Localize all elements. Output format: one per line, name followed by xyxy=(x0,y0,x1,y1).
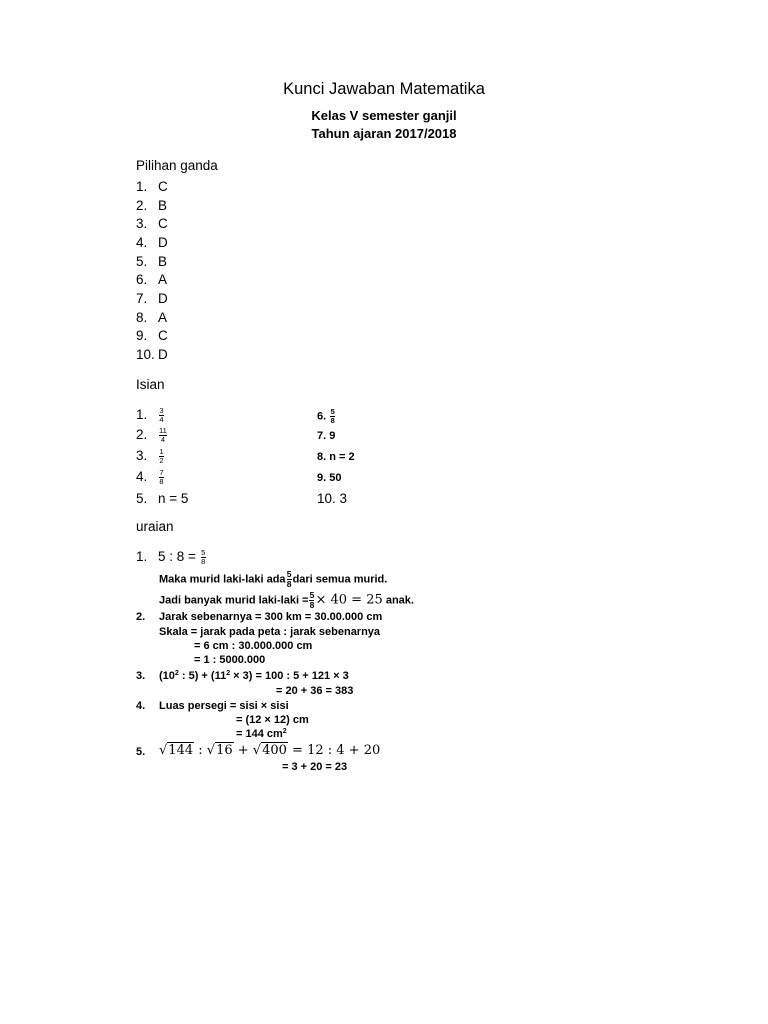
isian-answer: 7. 9 xyxy=(317,430,336,442)
isian-answer: 5. n = 5 xyxy=(136,491,189,506)
uraian-q2-line: = 6 cm : 30.000.000 cm xyxy=(194,640,313,652)
isian-answer: 4. $\frac{7}{8}$ xyxy=(136,468,164,486)
section-heading-isian: Isian xyxy=(136,377,165,392)
uraian-q5-line1: √144 : √16 + √400 = 12 : 4 + 20 xyxy=(159,743,381,758)
mc-answer: 3. C xyxy=(136,216,168,231)
uraian-q5-line2: = 3 + 20 = 23 xyxy=(282,761,348,773)
uraian-q1: 1. 5 : 8 = $\frac{5}{8}$ xyxy=(136,548,206,566)
section-heading-uraian: uraian xyxy=(136,519,174,534)
uraian-q2-number: 2. xyxy=(136,611,146,623)
uraian-q4-line: = (12 × 12) cm xyxy=(236,714,309,726)
isian-answer: 8. n = 2 xyxy=(317,451,355,463)
year-subtitle: Tahun ajaran 2017/2018 xyxy=(311,126,457,141)
uraian-q4-number: 4. xyxy=(136,700,146,712)
uraian-q2-line: Skala = jarak pada peta : jarak sebenarnya xyxy=(159,626,381,638)
uraian-q2-line: Jarak sebenarnya = 300 km = 30.00.000 cm xyxy=(159,611,383,623)
section-heading-pilihan-ganda: Pilihan ganda xyxy=(136,158,218,173)
isian-answer: 9. 50 xyxy=(317,472,342,484)
uraian-q4-line: Luas persegi = sisi × sisi xyxy=(159,700,289,712)
isian-answer: 6. $\frac{5}{8}$ xyxy=(317,407,335,425)
uraian-q1-line3: Jadi banyak murid laki-laki = $\frac{5}{8}$ × 40 = 25 anak. xyxy=(159,590,414,610)
mc-answer: 9. C xyxy=(136,328,168,343)
mc-answer: 7. D xyxy=(136,291,168,306)
isian-answer: 1. $\frac{3}{4}$ xyxy=(136,406,164,424)
isian-answer: 2. $\frac{11}{4}$ xyxy=(136,426,167,444)
uraian-q5-number: 5. xyxy=(136,746,146,758)
mc-answer: 6. A xyxy=(136,272,168,287)
uraian-q3-number: 3. xyxy=(136,670,146,682)
document-title: Kunci Jawaban Matematika xyxy=(283,80,485,98)
uraian-q4-line: = 144 $cm^2$ xyxy=(236,728,287,740)
mc-answer: 8. A xyxy=(136,310,168,325)
uraian-q1-line2: Maka murid laki-laki ada $\frac{5}{8}$ dari semua murid. xyxy=(159,569,388,589)
isian-answer: 3. $\frac{1}{2}$ xyxy=(136,447,164,465)
isian-answer: 10. 3 xyxy=(317,491,348,506)
uraian-q2-line: = 1 : 5000.000 xyxy=(194,654,266,666)
mc-answer: 10. D xyxy=(136,347,168,362)
uraian-q3-line1: ($10^2$ : $5) + (11^2 \times 3) = 100$ : 5 + 121 × 3 xyxy=(159,670,349,682)
class-subtitle: Kelas V semester ganjil xyxy=(311,108,457,123)
mc-answer: 5. B xyxy=(136,254,168,269)
mc-answer: 4. D xyxy=(136,235,168,250)
mc-answer: 2. B xyxy=(136,198,168,213)
mc-answer: 1. C xyxy=(136,179,168,194)
uraian-q3-line2: = 20 + 36 = 383 xyxy=(276,685,354,697)
